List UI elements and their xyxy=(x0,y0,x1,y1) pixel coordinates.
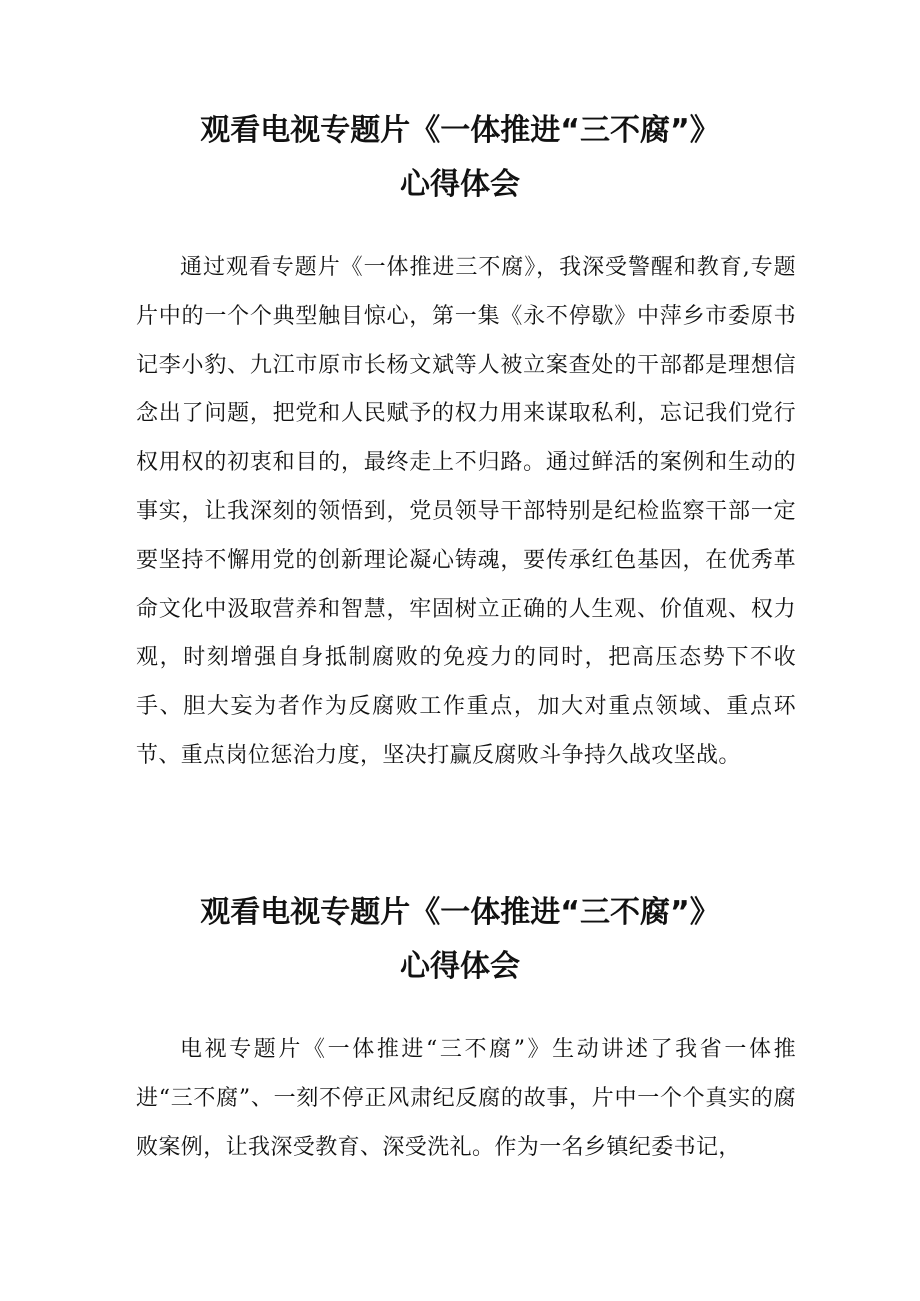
article-1-title xyxy=(0,104,920,212)
article-2-title-line-2: 心得体会 xyxy=(400,949,520,984)
article-2-paragraph: 电视专题片《一体推进“三不腐”》生动讲述了我省一体推进“三不腐”、一刻不停正风肃纪反腐的故事，片中一个个真实的腐败案例，让我深受教育、深受洗礼。作为一名乡镇纪委书记， xyxy=(136,1037,796,1160)
article-1-paragraph: 通过观看专题片《一体推进三不腐》，我深受警醒和教育,专题片中的一个个典型触目惊心，第一集《永不停歇》中萍乡市委原书记李小豹、九江市原市长杨文斌等人被立案查处的干部都是理想信念出了问题，把党和人民赋予的权力用来谋取私利，忘记我们党行权用权的初衷和目的，最终走上不归路。通过鲜活的案例和生动的事实，让我深刻的领悟到，党员领导干部特别是纪检监察干部一定要坚持不懈用党的创新理论凝心铸魂，要传承红色基因，在优秀革命文化中汲取营养和智慧，牢固树立正确的人生观、价值观、权力观，时刻增强自身抵制腐败的免疫力的同时，把高压态势下不收手、胆大妄为者作为反腐败工作重点，加大对重点领域、重点环节、重点岗位惩治力度，坚决打赢反腐败斗争持久战攻坚战。 xyxy=(136,255,796,768)
article-2-title xyxy=(0,886,920,994)
article-1-title-line-1: 观看电视专题片《一体推进“三不腐”》 xyxy=(200,113,720,148)
article-2 xyxy=(0,886,920,1160)
article-1 xyxy=(0,104,920,768)
article-2-title-line-1: 观看电视专题片《一体推进“三不腐”》 xyxy=(200,895,720,930)
article-1-title-line-2: 心得体会 xyxy=(400,167,520,202)
